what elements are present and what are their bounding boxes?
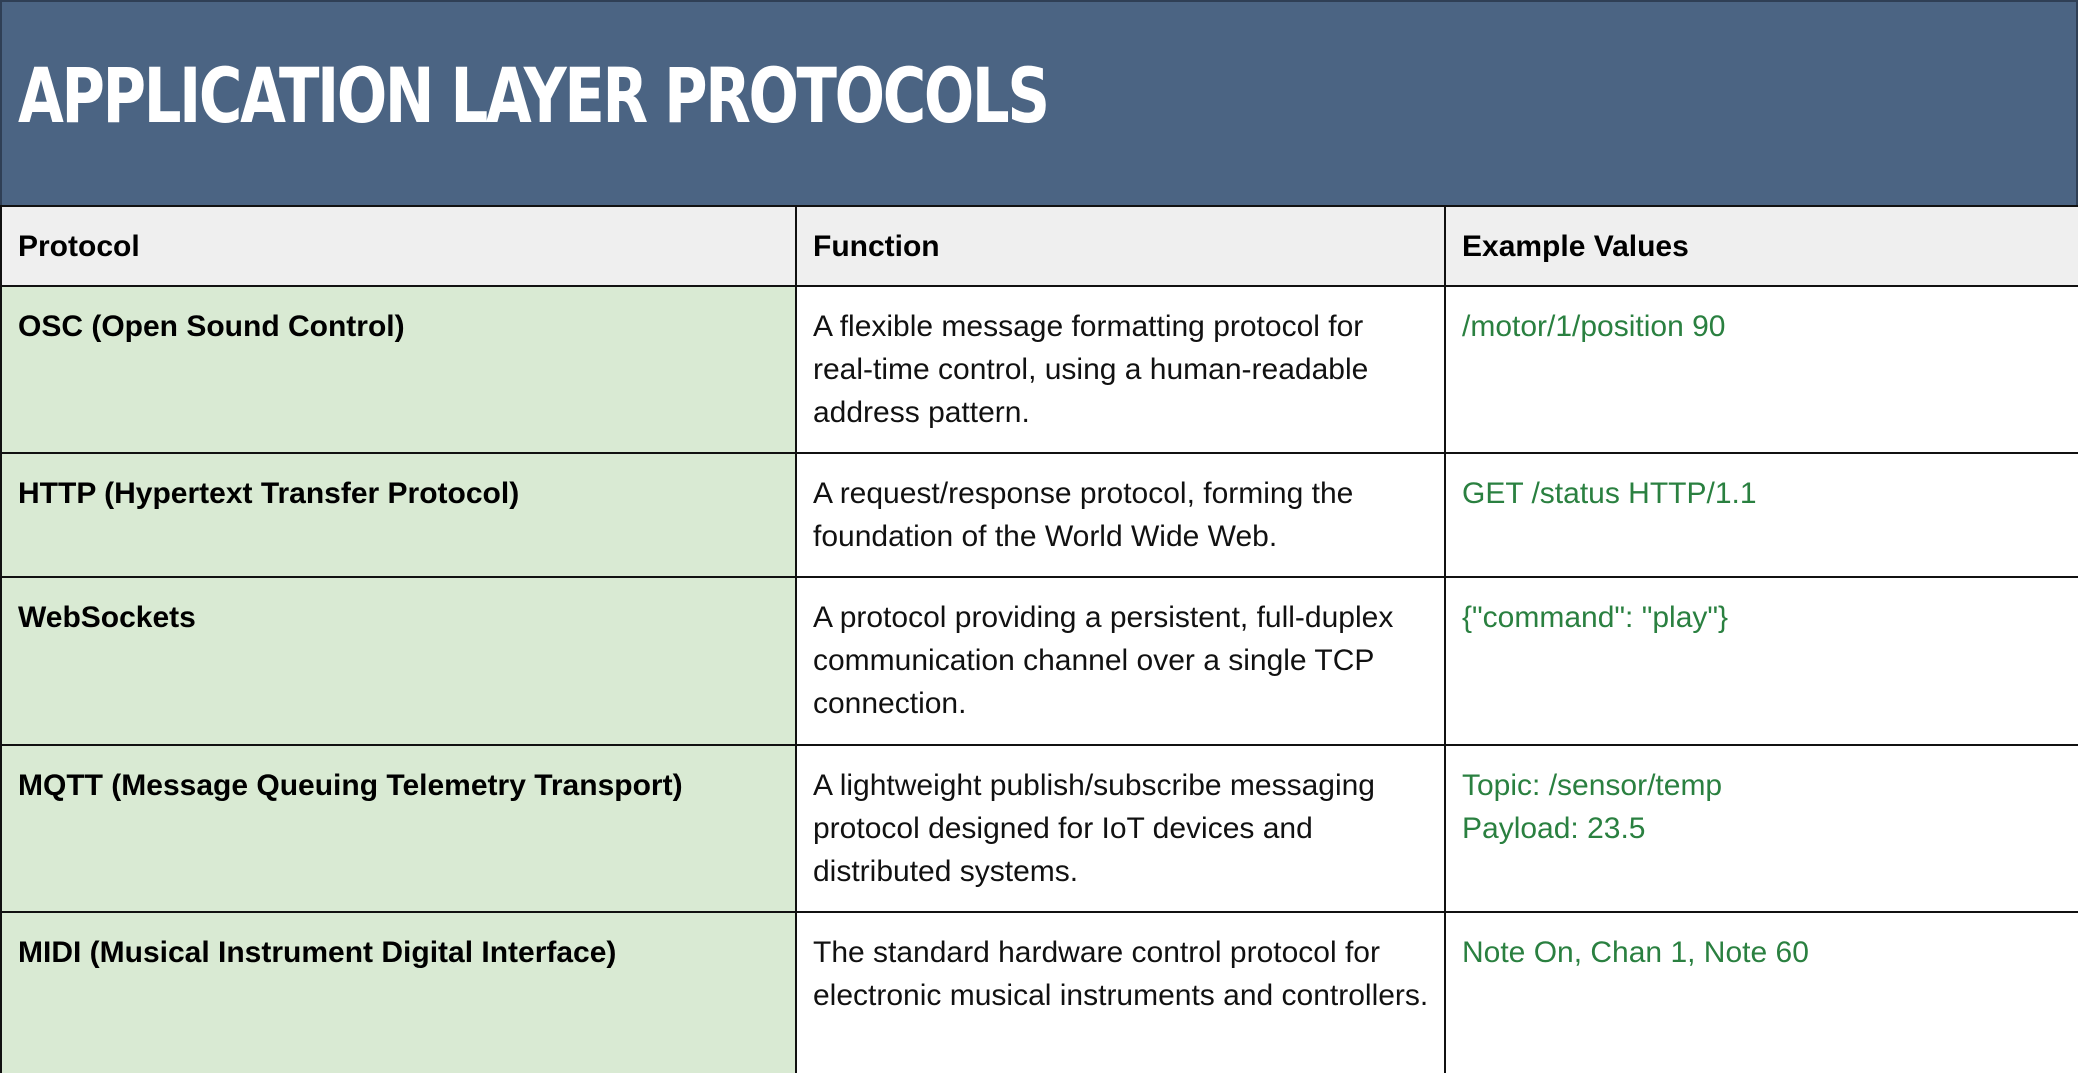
protocols-table xyxy=(0,205,2078,1073)
example-cell xyxy=(1445,577,2078,745)
example-value: GET /status HTTP/1.1 xyxy=(1462,477,1757,510)
protocol-cell: OSC (Open Sound Control) xyxy=(1,286,796,453)
function-cell: The standard hardware control protocol for electronic musical instruments and controllers. xyxy=(796,912,1445,1073)
example-value: {"command": "play"} xyxy=(1462,601,1729,634)
header-row xyxy=(1,206,2078,286)
example-cell xyxy=(1445,286,2078,453)
example-cell xyxy=(1445,912,2078,1073)
table-row xyxy=(1,453,2078,577)
protocol-cell: MIDI (Musical Instrument Digital Interface) xyxy=(1,912,796,1073)
protocol-cell: MQTT (Message Queuing Telemetry Transport) xyxy=(1,745,796,912)
example-cell xyxy=(1445,745,2078,912)
table-row xyxy=(1,286,2078,453)
table-body xyxy=(1,286,2078,1073)
table-row xyxy=(1,745,2078,912)
header-protocol: Protocol xyxy=(1,206,796,286)
protocol-cell: HTTP (Hypertext Transfer Protocol) xyxy=(1,453,796,577)
function-cell: A protocol providing a persistent, full-duplex communication channel over a single TCP connection. xyxy=(796,577,1445,745)
example-value: /motor/1/position 90 xyxy=(1462,310,1726,343)
example-cell xyxy=(1445,453,2078,577)
table-row xyxy=(1,912,2078,1073)
page-title: APPLICATION LAYER PROTOCOLS xyxy=(18,51,1048,140)
function-cell: A flexible message formatting protocol for real-time control, using a human-readable address pattern. xyxy=(796,286,1445,453)
header-example-values: Example Values xyxy=(1445,206,2078,286)
table-header xyxy=(1,206,2078,286)
header-function: Function xyxy=(796,206,1445,286)
function-cell: A request/response protocol, forming the foundation of the World Wide Web. xyxy=(796,453,1445,577)
title-bar xyxy=(0,0,2078,205)
example-value: Note On, Chan 1, Note 60 xyxy=(1462,936,1809,969)
table-row xyxy=(1,577,2078,745)
function-cell: A lightweight publish/subscribe messaging protocol designed for IoT devices and distributed systems. xyxy=(796,745,1445,912)
example-value: Topic: /sensor/temp xyxy=(1462,769,1723,802)
example-value: Payload: 23.5 xyxy=(1462,812,1646,845)
protocol-cell: WebSockets xyxy=(1,577,796,745)
